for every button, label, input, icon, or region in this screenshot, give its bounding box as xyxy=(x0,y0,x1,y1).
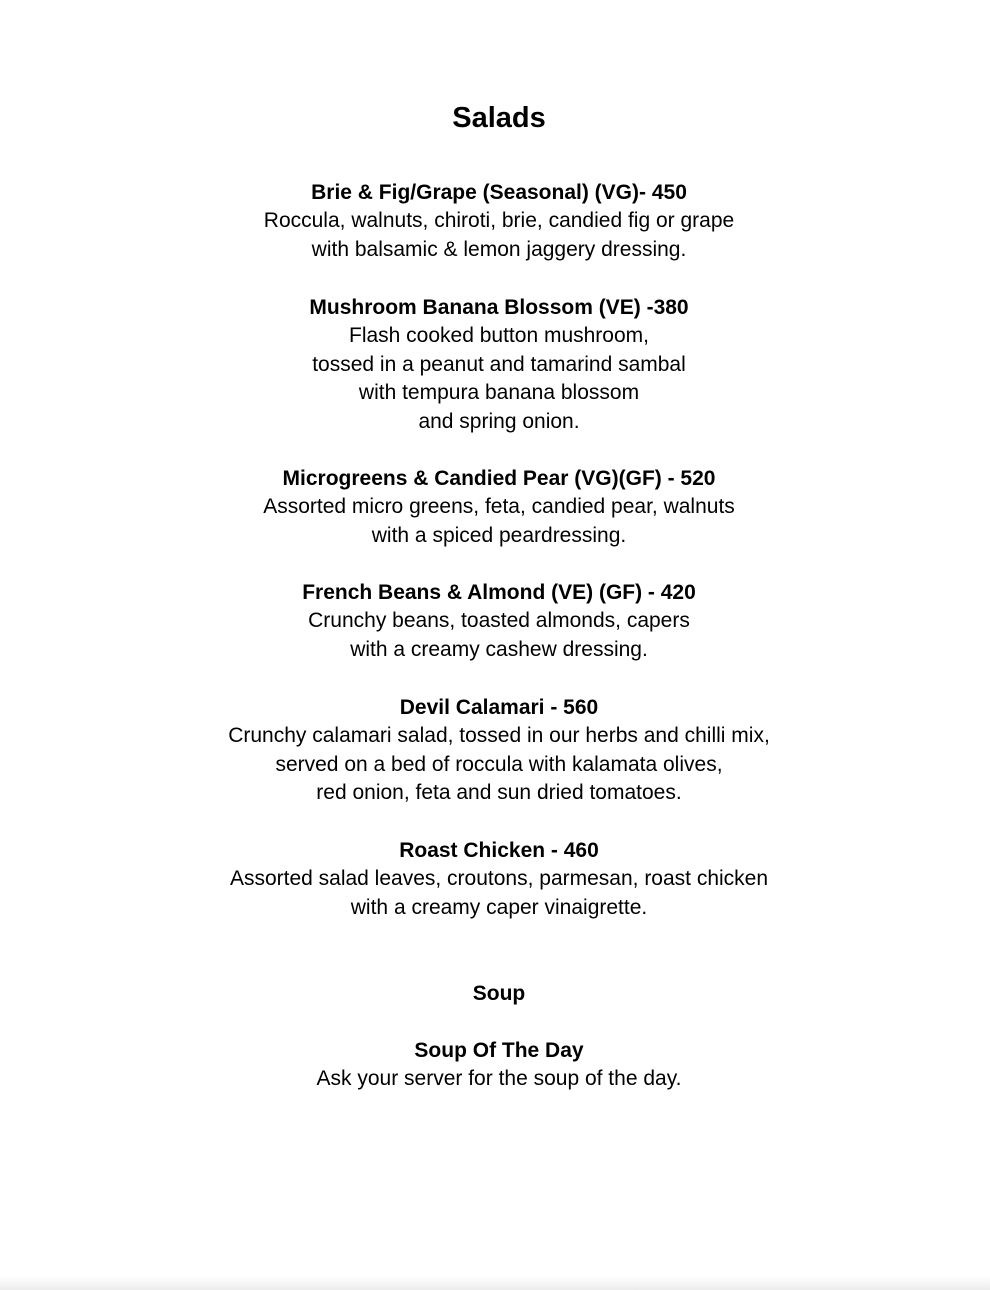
dish-description-line: served on a bed of roccula with kalamata olives, xyxy=(275,752,723,776)
dish-description-line: with a creamy cashew dressing. xyxy=(350,637,648,661)
dish-name: Roast Chicken - 460 xyxy=(399,839,599,862)
dish-description-line: Roccula, walnuts, chiroti, brie, candied fig or grape xyxy=(263,209,735,232)
dish-description-line: Crunchy beans, toasted almonds, capers xyxy=(308,609,690,632)
dish-brie-fig xyxy=(0,178,990,264)
dish-name: Devil Calamari - 560 xyxy=(399,696,599,719)
dish-description-line: with a creamy caper vinaigrette. xyxy=(350,895,648,919)
dish-description-line: Assorted micro greens, feta, candied pear, walnuts xyxy=(263,495,735,518)
dish-description-line: Assorted salad leaves, croutons, parmesan, roast chicken xyxy=(229,867,769,890)
dish-name: French Beans & Almond (VE) (GF) - 420 xyxy=(302,581,696,604)
dish-description-line: Crunchy calamari salad, tossed in our herbs and chilli mix, xyxy=(228,724,770,747)
dish-soup-of-the-day xyxy=(0,1036,990,1094)
dish-description-line: with a spiced peardressing. xyxy=(371,523,627,547)
dish-devil-calamari xyxy=(0,693,990,808)
dish-description-line: and spring onion. xyxy=(418,409,580,433)
page-bottom-edge xyxy=(0,1276,990,1290)
salads-heading: Salads xyxy=(452,102,546,134)
dish-roast-chicken xyxy=(0,836,990,922)
dish-description-line: red onion, feta and sun dried tomatoes. xyxy=(316,781,682,805)
dish-mushroom-banana-blossom xyxy=(0,293,990,436)
dish-name: Soup Of The Day xyxy=(414,1039,584,1062)
dish-microgreens-candied-pear xyxy=(0,464,990,550)
dish-name: Brie & Fig/Grape (Seasonal) (VG)- 450 xyxy=(311,181,687,204)
soup-heading: Soup xyxy=(472,982,526,1005)
dish-description-line: with balsamic & lemon jaggery dressing. xyxy=(311,237,687,261)
dish-description-line: Ask your server for the soup of the day. xyxy=(316,1067,682,1090)
dish-description-line: Flash cooked button mushroom, xyxy=(349,324,649,347)
dish-name: Mushroom Banana Blossom (VE) -380 xyxy=(309,296,689,319)
dish-name: Microgreens & Candied Pear (VG)(GF) - 520 xyxy=(282,467,716,490)
dish-french-beans-almond xyxy=(0,578,990,664)
dish-description-line: tossed in a peanut and tamarind sambal xyxy=(312,352,686,376)
dish-description-line: with tempura banana blossom xyxy=(358,381,640,405)
